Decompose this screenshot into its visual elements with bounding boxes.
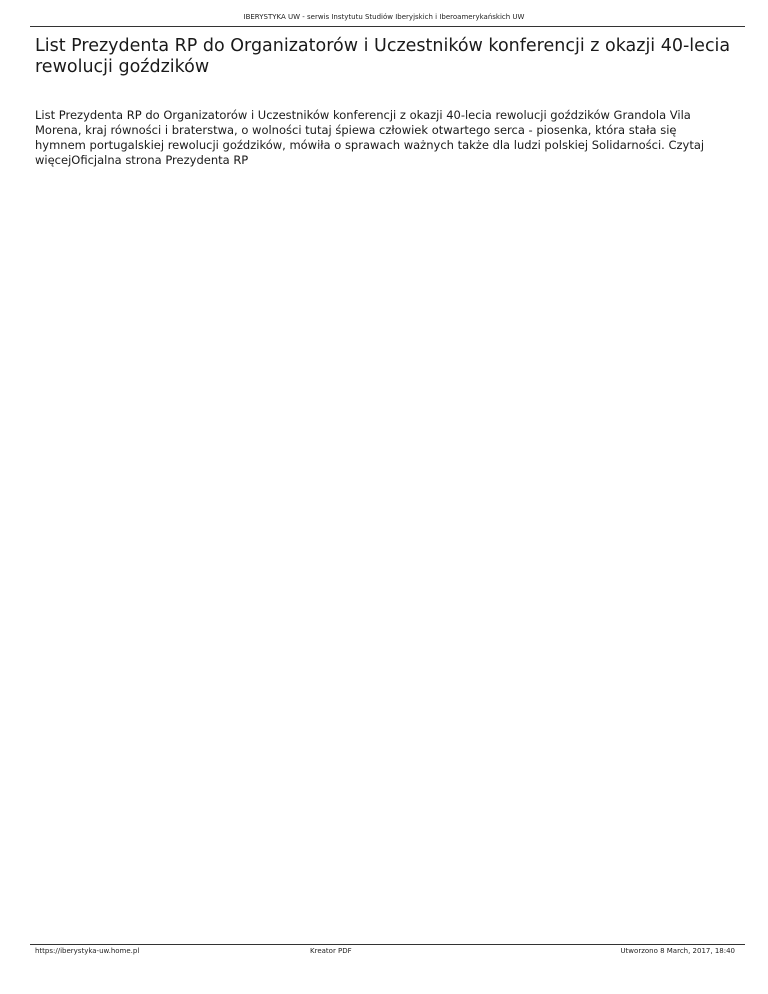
article-title: List Prezydenta RP do Organizatorów i Uczestników konferencji z okazji 40-lecia rewolucji goździków xyxy=(35,36,731,77)
footer-created-date: Utworzono 8 March, 2017, 18:40 xyxy=(620,947,735,955)
footer-site-url: https://iberystyka-uw.home.pl xyxy=(35,947,140,955)
page-header-text: IBERYSTYKA UW - serwis Instytutu Studiów Iberyjskich i Iberoamerykańskich UW xyxy=(243,13,525,21)
footer-creator: Kreator PDF xyxy=(310,947,352,955)
header-divider xyxy=(30,26,745,27)
article-body: List Prezydenta RP do Organizatorów i Uczestników konferencji z okazji 40-lecia rewolucji goździków Grandola Vila Morena, kraj równości i braterstwa, o wolności tutaj śpiewa człowiek otwartego serca - piosenka, która stała się hymnem portugalskiej rewolucji goździków, mówiła o sprawach ważnych także dla ludzi polskiej Solidarności. Czytaj więcejOficjalna strona Prezydenta RP xyxy=(35,108,705,167)
footer-divider xyxy=(30,944,745,945)
